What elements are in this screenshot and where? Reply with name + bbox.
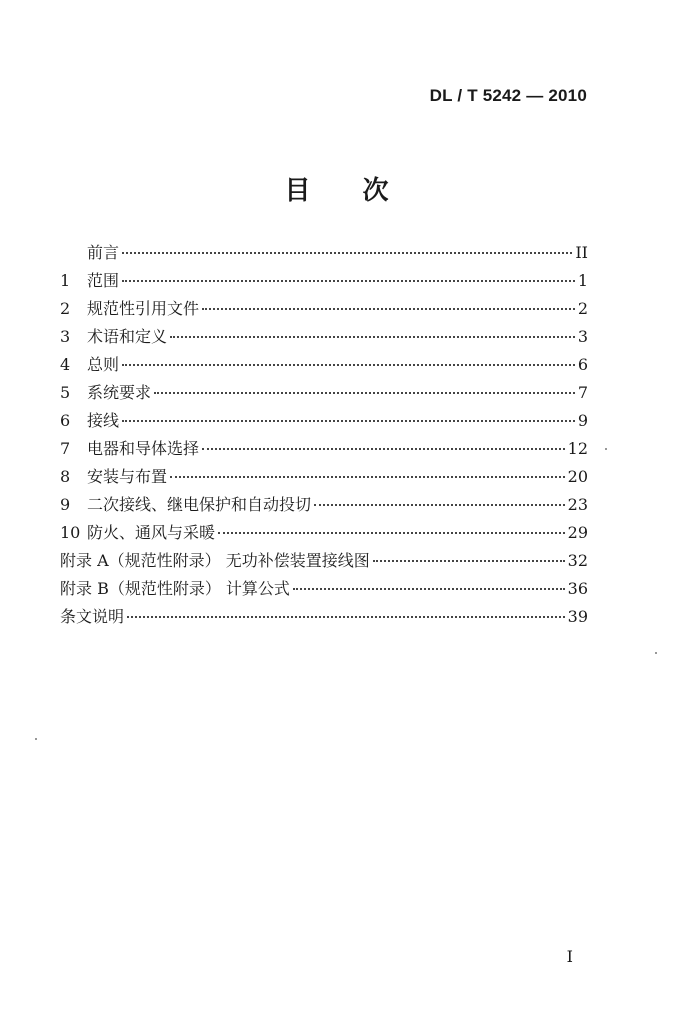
dot-leader — [122, 420, 575, 422]
toc-entry-number: 9 — [60, 495, 71, 514]
toc-entry-number: 10 — [60, 523, 81, 542]
toc-entry-label: 防火、通风与采暖 — [87, 523, 216, 542]
toc-entry-explanation[interactable] — [60, 604, 588, 632]
toc-entry-number: 5 — [60, 383, 71, 402]
toc-entry-label: 术语和定义 — [87, 327, 168, 346]
dot-leader — [202, 308, 575, 310]
document-code: DL / T 5242 — 2010 — [429, 86, 587, 105]
toc-entry-label: 前言 — [87, 243, 120, 262]
toc-entry-1[interactable] — [60, 268, 588, 296]
toc-entry-appendix-b[interactable] — [60, 576, 588, 604]
toc-entry-number: 6 — [60, 411, 71, 430]
scan-speck — [655, 652, 657, 654]
toc-entry-page: 29 — [567, 523, 588, 542]
toc-entry-preface[interactable] — [60, 240, 588, 268]
toc-entry-page: 39 — [567, 607, 588, 626]
toc-entry-label: 系统要求 — [87, 383, 152, 402]
toc-entry-number: 8 — [60, 467, 71, 486]
table-of-contents — [60, 240, 588, 632]
scan-speck — [605, 448, 607, 450]
toc-entry-label: 附录 A（规范性附录） 无功补偿装置接线图 — [60, 551, 370, 570]
toc-entry-8[interactable] — [60, 464, 588, 492]
toc-entry-number: 4 — [60, 355, 71, 374]
dot-leader — [218, 532, 565, 534]
dot-leader — [154, 392, 575, 394]
toc-entry-label: 附录 B（规范性附录） 计算公式 — [60, 579, 290, 598]
dot-leader — [293, 588, 565, 590]
toc-entry-2[interactable] — [60, 296, 588, 324]
dot-leader — [202, 448, 565, 450]
toc-entry-label: 二次接线、继电保护和自动投切 — [87, 495, 312, 514]
dot-leader — [373, 560, 565, 562]
toc-entry-page: 23 — [567, 495, 588, 514]
toc-entry-number: 1 — [60, 271, 71, 290]
scan-speck — [35, 738, 37, 740]
toc-entry-page: 36 — [567, 579, 588, 598]
toc-entry-label: 接线 — [87, 411, 120, 430]
toc-entry-3[interactable] — [60, 324, 588, 352]
toc-entry-page: 2 — [577, 299, 588, 318]
toc-entry-number: 7 — [60, 439, 71, 458]
toc-entry-label: 总则 — [87, 355, 120, 374]
toc-entry-6[interactable] — [60, 408, 588, 436]
dot-leader — [170, 476, 565, 478]
toc-entry-label: 规范性引用文件 — [87, 299, 200, 318]
dot-leader — [127, 616, 565, 618]
toc-entry-9[interactable] — [60, 492, 588, 520]
toc-entry-page: 6 — [577, 355, 588, 374]
toc-entry-page: 9 — [577, 411, 588, 430]
toc-entry-label: 电器和导体选择 — [87, 439, 200, 458]
toc-entry-page: 3 — [577, 327, 588, 346]
toc-entry-label: 安装与布置 — [87, 467, 168, 486]
toc-entry-page: II — [575, 243, 588, 262]
dot-leader — [122, 364, 575, 366]
toc-entry-label: 条文说明 — [60, 607, 125, 626]
toc-entry-page: 20 — [567, 467, 588, 486]
page-number: I — [566, 947, 573, 966]
toc-entry-4[interactable] — [60, 352, 588, 380]
toc-entry-7[interactable] — [60, 436, 588, 464]
toc-title: 目次 — [284, 176, 441, 206]
toc-entry-number: 2 — [60, 299, 71, 318]
toc-entry-number: 3 — [60, 327, 71, 346]
toc-entry-appendix-a[interactable] — [60, 548, 588, 576]
toc-entry-page: 12 — [567, 439, 588, 458]
toc-entry-10[interactable] — [60, 520, 588, 548]
toc-entry-page: 1 — [577, 271, 588, 290]
dot-leader — [314, 504, 565, 506]
dot-leader — [170, 336, 575, 338]
dot-leader — [122, 280, 575, 282]
dot-leader — [122, 252, 572, 254]
toc-entry-5[interactable] — [60, 380, 588, 408]
toc-entry-page: 32 — [567, 551, 588, 570]
toc-entry-label: 范围 — [87, 271, 120, 290]
toc-entry-page: 7 — [577, 383, 588, 402]
